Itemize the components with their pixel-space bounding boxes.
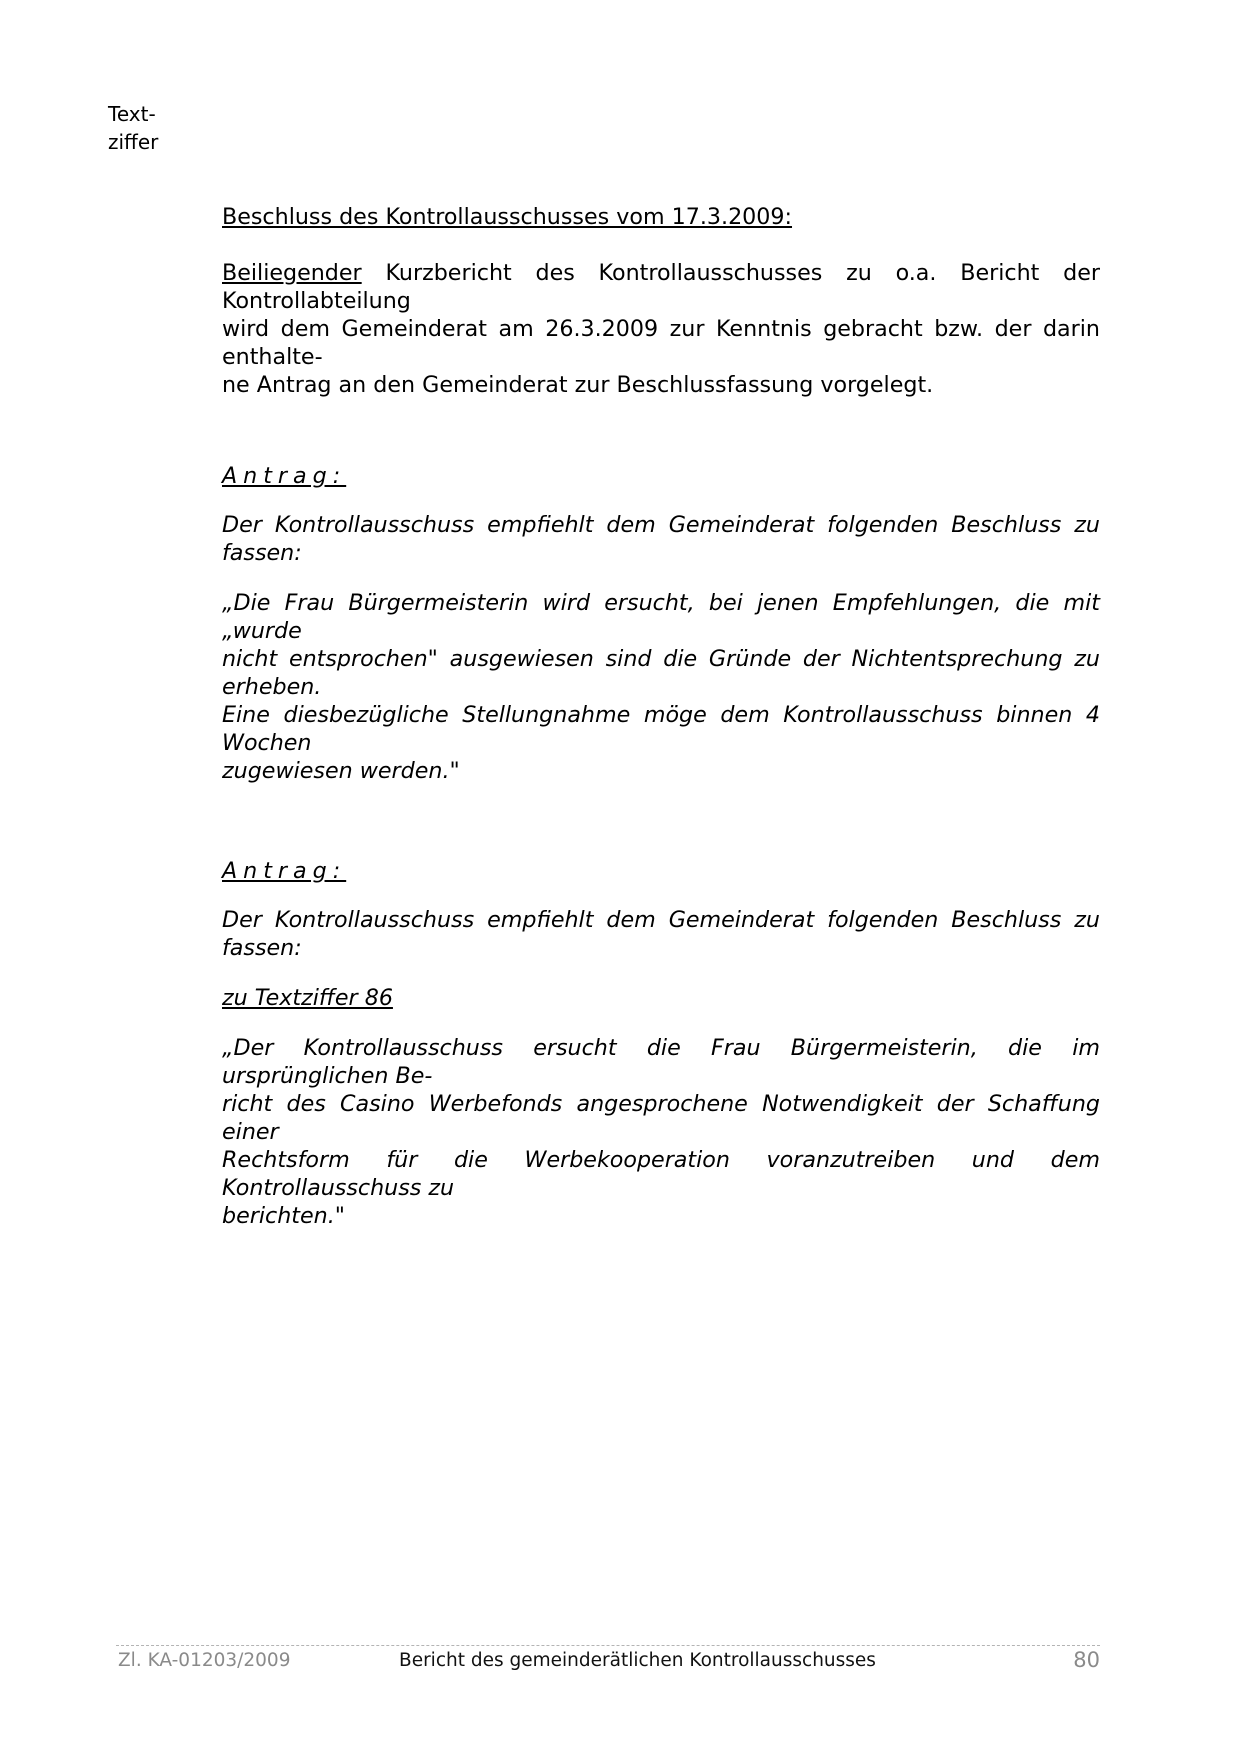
footer-divider [116, 1645, 1100, 1646]
decision-text: Beiliegender Kurzbericht des Kontrollausschusses zu o.a. Bericht der Kontrollabteilung wird dem Gemeinderat am 26.3.2009 zur Kenntnis gebracht bzw. der darin enthalte- ne Antrag an den Gemeinderat zur Beschlussfassung vorgelegt. [222, 260, 1100, 398]
footer-title: Bericht des gemeinderätlichen Kontrollausschusses [399, 1650, 876, 1671]
motion2-quote: „Der Kontrollausschuss ersucht die Frau Bürgermeisterin, die im ursprünglichen Be- richt des Casino Werbefonds angesprochene Notwendigkeit der Schaffung einer Rechtsform für die Werbekooperation voranzutreiben und dem Kontrollausschuss zu berichten." [222, 1035, 1100, 1229]
motion2-intro: Der Kontrollausschuss empfiehlt dem Gemeinderat folgenden Beschluss zu fassen: [222, 907, 1100, 961]
document-body [222, 203, 1100, 1230]
margin-label-line2: ziffer [108, 130, 159, 154]
decision-text-underlined: Beiliegender [222, 260, 362, 286]
margin-label-line1: Text- [108, 102, 156, 126]
motion1-intro: Der Kontrollausschuss empfiehlt dem Gemeinderat folgenden Beschluss zu fassen: [222, 512, 1100, 566]
decision-heading: Beschluss des Kontrollausschusses vom 17.3.2009: [222, 204, 793, 230]
motion2-subheading: zu Textziffer 86 [222, 985, 393, 1011]
page-number: 80 [1073, 1648, 1100, 1672]
motion1-quote: „Die Frau Bürgermeisterin wird ersucht, bei jenen Empfehlungen, die mit „wurde nicht entsprochen" ausgewiesen sind die Gründe der Nichtentsprechung zu erheben. Eine diesbezügliche Stellungnahme möge dem Kontrollausschuss binnen 4 Wochen zugewiesen werden." [222, 590, 1100, 784]
motion1-heading: Antrag: [222, 463, 347, 489]
footer-reference: Zl. KA-01203/2009 [118, 1650, 291, 1671]
margin-label [108, 100, 188, 156]
motion2-heading: Antrag: [222, 858, 347, 884]
